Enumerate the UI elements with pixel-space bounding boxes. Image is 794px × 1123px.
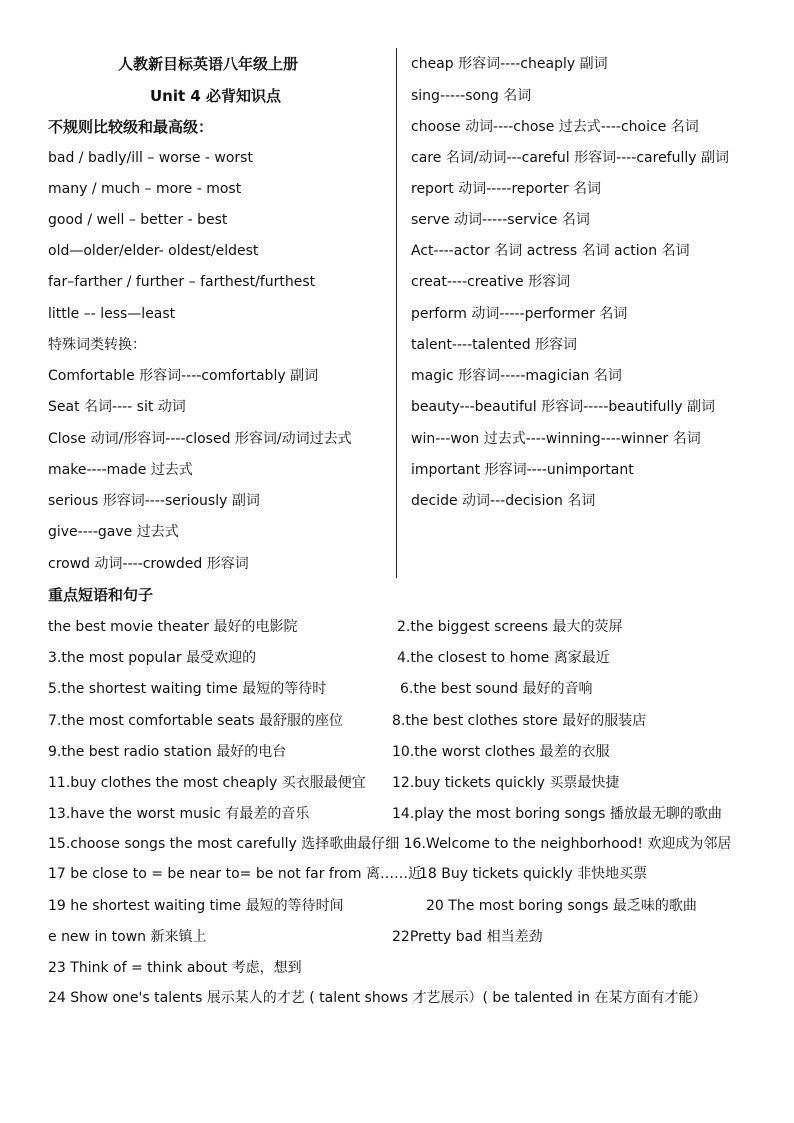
document-subtitle: Unit 4 必背知识点 — [150, 87, 282, 105]
phrase-item: 8.the best clothes store 最好的服装店 — [392, 712, 647, 729]
phrase-item: 3.the most popular 最受欢迎的 — [48, 650, 257, 667]
list-item: many / much – more - most — [48, 181, 242, 197]
phrase-item: 17 be close to = be near to= be not far from 离……近 — [48, 866, 422, 883]
list-item: creat----creative 形容词 — [411, 274, 571, 290]
list-item: care 名词/动词---careful 形容词----carefully 副词 — [411, 150, 730, 166]
list-item: little –- less—least — [48, 306, 176, 322]
phrase-item: 11.buy clothes the most cheaply 买衣服最便宜 — [48, 774, 366, 791]
phrase-item: 13.have the worst music 有最差的音乐 — [48, 806, 310, 823]
list-item: sing-----song 名词 — [411, 88, 532, 104]
phrase-row — [48, 928, 758, 959]
list-item: bad / badly/ill – worse - worst — [48, 150, 253, 166]
list-item: choose 动词----chose 过去式----choice 名词 — [411, 119, 699, 135]
list-item: serve 动词-----service 名词 — [411, 212, 590, 228]
phrase-item: 9.the best radio station 最好的电台 — [48, 743, 287, 760]
phrase-item-wrapped: 15.choose songs the most carefully 选择歌曲最仔细 16.Welcome to the neighborhood! 欢迎成为邻居 — [48, 836, 732, 853]
phrase-row — [48, 618, 758, 649]
phrase-item: 14.play the most boring songs 播放最无聊的歌曲 — [392, 806, 722, 823]
phrase-row — [48, 649, 758, 680]
phrase-item-wrapped: 24 Show one's talents 展示某人的才艺 ( talent shows 才艺展示）( be talented in 在某方面有才能） — [48, 990, 707, 1007]
phrase-item: 19 he shortest waiting time 最短的等待时间 — [48, 897, 344, 914]
phrase-item: 5.the shortest waiting time 最短的等待时 — [48, 681, 327, 698]
phrase-item: 23 Think of = think about 考虑，想到 — [48, 959, 302, 976]
phrase-item: 10.the worst clothes 最差的衣服 — [392, 743, 610, 760]
heading-word-conversion: 特殊词类转换： — [48, 337, 146, 353]
list-item: important 形容词----unimportant — [411, 462, 634, 478]
list-item: Comfortable 形容词----comfortably 副词 — [48, 368, 319, 384]
phrase-row — [48, 680, 758, 711]
phrase-item: 18 Buy tickets quickly 非快地买票 — [419, 866, 648, 883]
list-item: Seat 名词---- sit 动词 — [48, 399, 186, 415]
phrases-list — [48, 618, 758, 1013]
list-item: crowd 动词----crowded 形容词 — [48, 556, 249, 572]
list-item: make----made 过去式 — [48, 462, 193, 478]
list-item: Act----actor 名词 actress 名词 action 名词 — [411, 243, 690, 259]
phrase-item: 2.the biggest screens 最大的荧屏 — [397, 619, 623, 635]
phrase-row — [48, 897, 758, 928]
phrase-item: 4.the closest to home 离家最近 — [397, 650, 610, 667]
list-item: cheap 形容词----cheaply 副词 — [411, 56, 608, 72]
list-item: beauty---beautiful 形容词-----beautifully 副词 — [411, 399, 716, 415]
list-item: win---won 过去式----winning----winner 名词 — [411, 431, 701, 447]
phrase-item: 20 The most boring songs 最乏味的歌曲 — [426, 897, 697, 914]
heading-irregular-comparatives: 不规则比较级和最高级： — [48, 118, 214, 136]
phrase-item: 7.the most comfortable seats 最舒服的座位 — [48, 712, 343, 729]
list-item: far–farther / further – farthest/furthest — [48, 274, 316, 290]
phrase-item: the best movie theater 最好的电影院 — [48, 619, 298, 635]
list-item: Close 动词/形容词----closed 形容词/动词过去式 — [48, 431, 352, 447]
heading-key-phrases: 重点短语和句子 — [48, 586, 154, 604]
phrase-item: e new in town 新来镇上 — [48, 928, 207, 945]
phrase-item: 12.buy tickets quickly 买票最快捷 — [392, 774, 620, 791]
list-item: serious 形容词----seriously 副词 — [48, 493, 260, 509]
column-divider — [396, 48, 397, 578]
phrase-item: 6.the best sound 最好的音响 — [400, 681, 593, 698]
phrase-row — [48, 774, 758, 805]
document-title: 人教新目标英语八年级上册 — [118, 55, 299, 73]
list-item: magic 形容词-----magician 名词 — [411, 368, 622, 384]
phrase-item: 22Pretty bad 相当差劲 — [392, 928, 543, 945]
list-item: decide 动词---decision 名词 — [411, 493, 596, 509]
phrase-row — [48, 712, 758, 743]
list-item: old—older/elder- oldest/eldest — [48, 243, 259, 259]
list-item: talent----talented 形容词 — [411, 337, 578, 353]
phrase-row — [48, 865, 758, 896]
list-item: report 动词-----reporter 名词 — [411, 181, 602, 197]
list-item: give----gave 过去式 — [48, 524, 179, 540]
phrase-row — [48, 743, 758, 774]
list-item: perform 动词-----performer 名词 — [411, 306, 628, 322]
list-item: good / well – better - best — [48, 212, 228, 228]
